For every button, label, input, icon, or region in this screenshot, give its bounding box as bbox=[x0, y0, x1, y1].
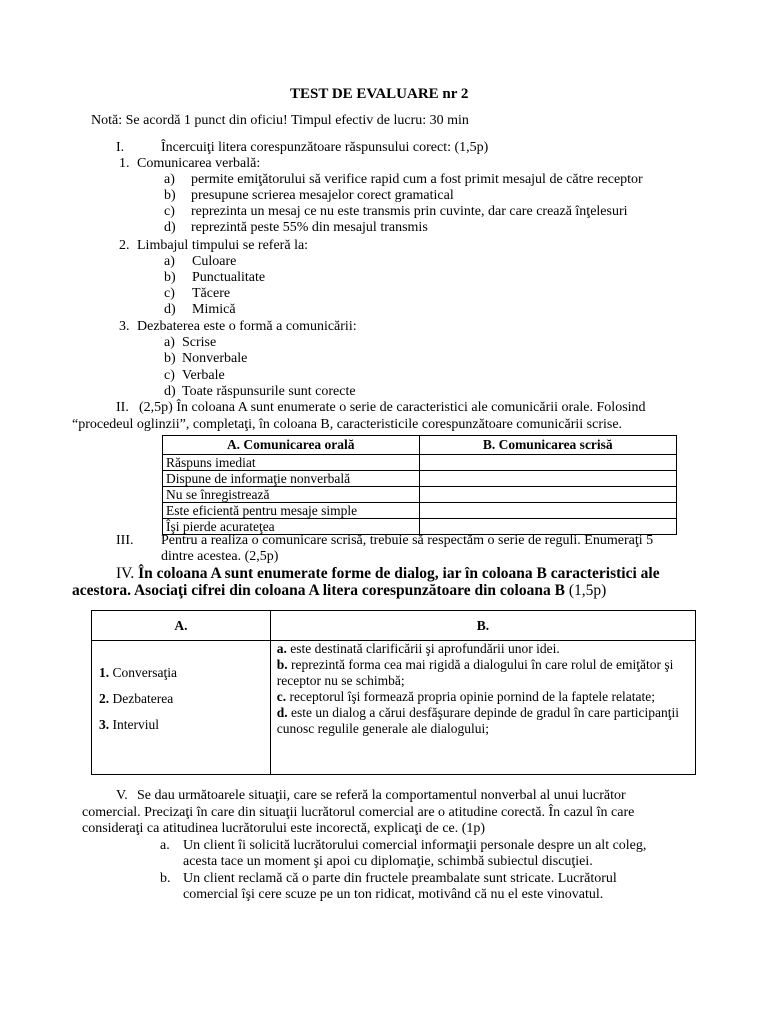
test-note: Notă: Se acordă 1 punct din oficiu! Timpul efectiv de lucru: 30 min bbox=[91, 113, 469, 128]
question-3-text: Dezbaterea este o formă a comunicării: bbox=[137, 319, 357, 334]
section-3-instruction-line1: Pentru a realiza o comunicare scrisă, trebuie să respectăm o serie de reguli. Enumeraţi 5 bbox=[161, 533, 654, 548]
section-4-instruction-line2: acestora. Asociaţi cifrei din coloana A litera corespunzătoare din coloana B bbox=[72, 582, 565, 599]
section-4-line1-wrap bbox=[116, 566, 660, 582]
item-letter: b. bbox=[276, 657, 288, 672]
list-item bbox=[277, 641, 689, 657]
section-2-instruction-line2: “procedeul oglinzii”, completaţi, în coloana B, caracteristicile corespunzătoare comunicării scrise. bbox=[72, 417, 623, 432]
dialog-form-name: Dezbaterea bbox=[112, 691, 174, 706]
section-2-table bbox=[162, 435, 677, 535]
oral-characteristic: Răspuns imediat bbox=[163, 455, 420, 471]
section-4-points: (1,5p) bbox=[568, 582, 607, 599]
question-2-text: Limbajul timpului se referă la: bbox=[137, 238, 309, 253]
list-item bbox=[277, 705, 689, 737]
table-row bbox=[163, 503, 677, 519]
oral-characteristic: Îşi pierde acurateţea bbox=[163, 519, 420, 535]
section-2-number: II. bbox=[116, 400, 129, 415]
q1-option-c-letter: c) bbox=[164, 204, 175, 219]
item-number: 2. bbox=[99, 691, 110, 706]
q3-option-d-letter: d) bbox=[164, 384, 176, 399]
column-b-header: B. Comunicarea scrisă bbox=[419, 436, 677, 455]
section-4-table bbox=[91, 610, 696, 775]
q2-option-b: Punctualitate bbox=[192, 270, 266, 285]
oral-characteristic: Este eficientă pentru mesaje simple bbox=[163, 503, 420, 519]
q1-option-d-letter: d) bbox=[164, 220, 176, 235]
table-row bbox=[163, 471, 677, 487]
question-1-number: 1. bbox=[119, 156, 130, 171]
q2-option-d: Mimică bbox=[192, 302, 236, 317]
q2-option-a: Culoare bbox=[192, 254, 237, 269]
section-2-instruction-line1: (2,5p) În coloana A sunt enumerate o serie de caracteristici ale comunicării orale. Folosind bbox=[139, 400, 646, 415]
section-5-instruction-line2: comercial. Precizaţi în care din situaţii lucrătorul comercial are o atitudine corectă. În cazul în care bbox=[82, 805, 635, 820]
dialog-form-name: Interviul bbox=[112, 717, 159, 732]
question-3-number: 3. bbox=[119, 319, 130, 334]
oral-characteristic: Dispune de informaţie nonverbală bbox=[163, 471, 420, 487]
written-answer-cell[interactable] bbox=[419, 487, 677, 503]
section-1-number: I. bbox=[116, 140, 125, 155]
situation-a-line1: Un client îi solicită lucrătorului comercial informaţii personale despre un alt coleg, bbox=[183, 838, 647, 853]
page-title: TEST DE EVALUARE nr 2 bbox=[290, 86, 469, 102]
question-1-text: Comunicarea verbală: bbox=[137, 156, 261, 171]
dialog-form-name: Conversaţia bbox=[112, 665, 177, 680]
q1-option-d: reprezintă peste 55% din mesajul transmis bbox=[191, 220, 428, 235]
q1-option-b: presupune scrierea mesajelor corect gramatical bbox=[191, 188, 454, 203]
situation-a-line2: acesta tace un moment şi apoi cu diplomaţie, schimbă subiectul discuţiei. bbox=[183, 854, 593, 869]
q3-option-d: Toate răspunsurile sunt corecte bbox=[182, 384, 356, 399]
list-item bbox=[99, 665, 270, 681]
table-row bbox=[163, 455, 677, 471]
q2-option-c: Tăcere bbox=[192, 286, 231, 301]
situation-a-letter: a. bbox=[160, 838, 170, 853]
q3-option-b-letter: b) bbox=[164, 351, 176, 366]
q3-option-a-letter: a) bbox=[164, 335, 175, 350]
written-answer-cell[interactable] bbox=[419, 455, 677, 471]
oral-characteristic: Nu se înregistrează bbox=[163, 487, 420, 503]
column-b-header: B. bbox=[270, 611, 695, 641]
table-row bbox=[163, 487, 677, 503]
situation-b-line1: Un client reclamă că o parte din fructele preambalate sunt stricate. Lucrătorul bbox=[183, 871, 617, 886]
characteristic-text: reprezintă forma cea mai rigidă a dialogului în care rolul de emiţător şi receptor nu se schimbă; bbox=[276, 657, 674, 688]
list-item bbox=[99, 717, 270, 733]
q1-option-b-letter: b) bbox=[164, 188, 176, 203]
list-item bbox=[99, 691, 270, 707]
item-letter: d. bbox=[276, 705, 288, 720]
question-2-number: 2. bbox=[119, 238, 130, 253]
section-4-line2-wrap bbox=[72, 583, 606, 599]
characteristic-text: receptorul îşi formează propria opinie pornind de la faptele relatate; bbox=[289, 689, 655, 704]
q1-option-a-letter: a) bbox=[164, 172, 175, 187]
q1-option-a: permite emiţătorului să verifice rapid cum a fost primit mesajul de către receptor bbox=[191, 172, 643, 187]
item-number: 3. bbox=[99, 717, 110, 732]
dialog-forms-cell bbox=[92, 641, 271, 775]
section-5-instruction-line1: Se dau următoarele situaţii, care se referă la comportamentul nonverbal al unui lucrător bbox=[137, 788, 626, 803]
section-3-number: III. bbox=[116, 533, 134, 548]
q3-option-c: Verbale bbox=[182, 368, 225, 383]
item-letter: a. bbox=[276, 641, 287, 656]
q1-option-c: reprezinta un mesaj ce nu este transmis prin cuvinte, dar care crează înţelesuri bbox=[191, 204, 628, 219]
list-item bbox=[277, 689, 689, 705]
item-number: 1. bbox=[99, 665, 110, 680]
section-5-number: V. bbox=[116, 788, 128, 803]
section-5-instruction-line3: consideraţi ca atitudinea lucrătorului este incorectă, explicaţi de ce. (1p) bbox=[82, 821, 486, 836]
situation-b-line2: comercial îşi cere scuze pe un ton ridicat, motivând că nu el este vinovatul. bbox=[183, 887, 604, 902]
q2-option-b-letter: b) bbox=[164, 270, 176, 285]
written-answer-cell[interactable] bbox=[419, 471, 677, 487]
q2-option-d-letter: d) bbox=[164, 302, 176, 317]
column-a-header: A. Comunicarea orală bbox=[163, 436, 420, 455]
q2-option-a-letter: a) bbox=[164, 254, 175, 269]
item-letter: c. bbox=[276, 689, 287, 704]
situation-b-letter: b. bbox=[160, 871, 171, 886]
q3-option-c-letter: c) bbox=[164, 368, 175, 383]
section-3-instruction-line2: dintre acestea. (2,5p) bbox=[161, 549, 279, 564]
section-4-instruction-line1: În coloana A sunt enumerate forme de dialog, iar în coloana B caracteristici ale bbox=[138, 565, 660, 582]
q3-option-b: Nonverbale bbox=[182, 351, 248, 366]
characteristic-text: este un dialog a cărui desfăşurare depinde de gradul în care participanţii cunosc regulile generale ale dialogului; bbox=[276, 705, 680, 736]
characteristic-text: este destinată clarificării şi aprofundării unor idei. bbox=[290, 641, 560, 656]
written-answer-cell[interactable] bbox=[419, 503, 677, 519]
section-1-instruction: Încercuiţi litera corespunzătoare răspunsului corect: (1,5p) bbox=[161, 140, 489, 155]
q3-option-a: Scrise bbox=[182, 335, 217, 350]
dialog-characteristics-cell bbox=[270, 641, 695, 775]
section-4-number: IV. bbox=[116, 565, 135, 582]
column-a-header: A. bbox=[92, 611, 271, 641]
list-item bbox=[277, 657, 689, 689]
q2-option-c-letter: c) bbox=[164, 286, 175, 301]
